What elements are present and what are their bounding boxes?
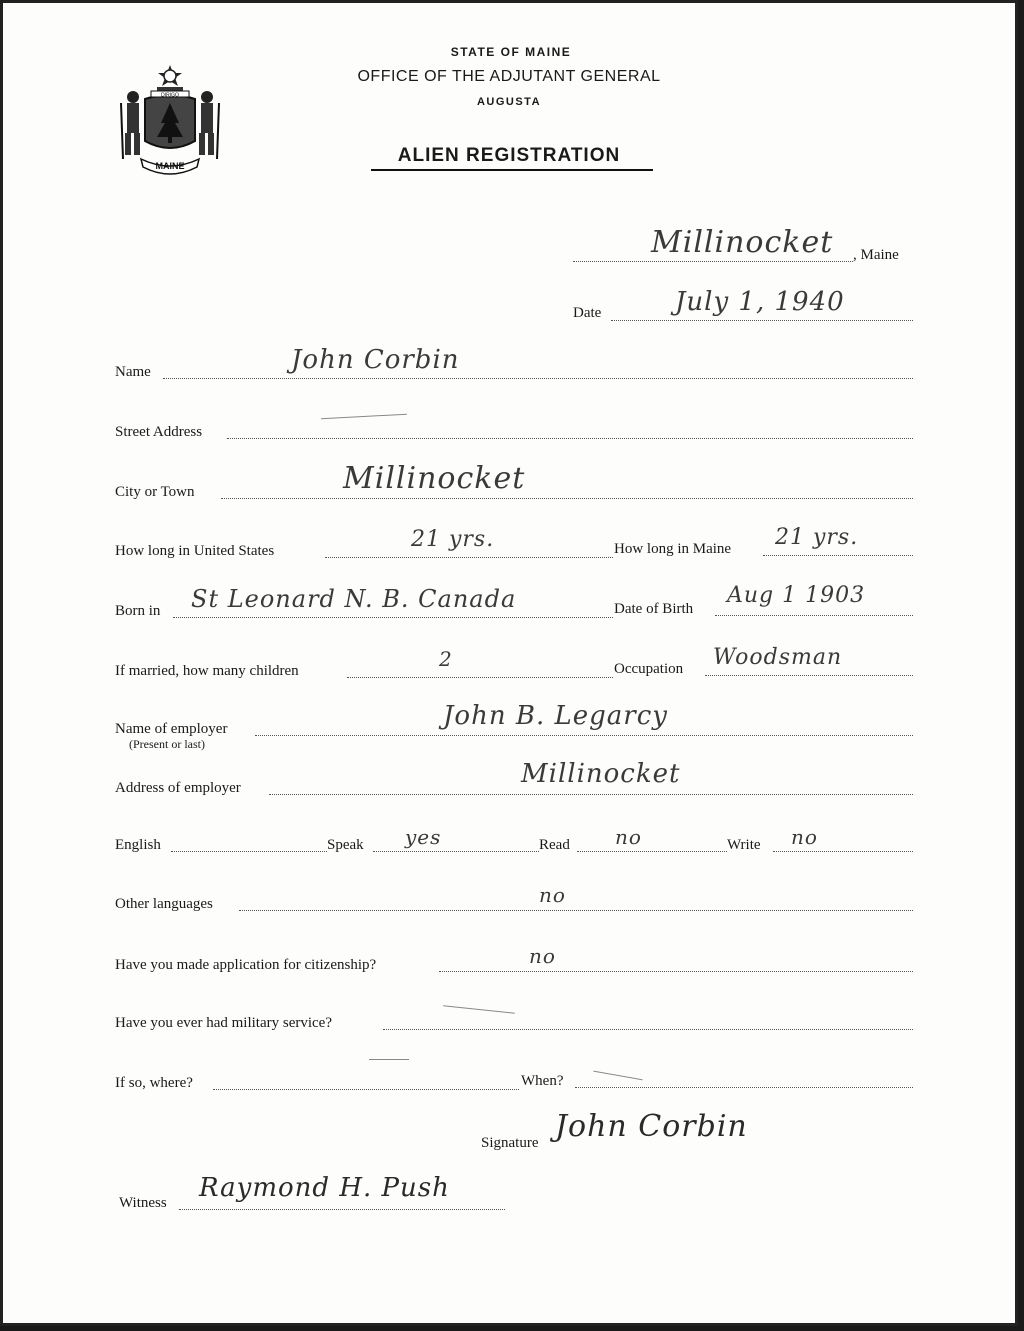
name-value[interactable]: John Corbin bbox=[291, 345, 460, 375]
employer-address-value[interactable]: Millinocket bbox=[521, 759, 681, 789]
citizenship-line bbox=[439, 971, 913, 972]
occupation-value[interactable]: Woodsman bbox=[713, 645, 843, 670]
how-long-maine-line bbox=[763, 555, 913, 556]
read-line bbox=[577, 851, 727, 852]
place-line bbox=[573, 261, 853, 262]
header-office: OFFICE OF THE ADJUTANT GENERAL bbox=[357, 68, 661, 85]
born-in-line bbox=[173, 617, 613, 618]
read-label: Read bbox=[539, 837, 570, 853]
employer-address-line bbox=[269, 794, 913, 795]
employer-name-sublabel: (Present or last) bbox=[129, 737, 205, 751]
name-label: Name bbox=[115, 364, 151, 380]
title-underline bbox=[371, 169, 653, 171]
when-dash bbox=[593, 1071, 642, 1081]
header-state: STATE OF MAINE bbox=[450, 45, 572, 59]
english-label: English bbox=[115, 837, 161, 853]
how-long-maine-label: How long in Maine bbox=[614, 541, 732, 557]
children-label: If married, how many children bbox=[115, 663, 299, 679]
if-so-where-line bbox=[213, 1089, 519, 1090]
signature-value[interactable]: John Corbin bbox=[555, 1109, 748, 1144]
how-long-us-value[interactable]: 21 yrs. bbox=[411, 527, 495, 552]
born-in-label: Born in bbox=[115, 603, 161, 619]
english-line bbox=[171, 851, 327, 852]
dob-value[interactable]: Aug 1 1903 bbox=[727, 583, 866, 608]
write-label: Write bbox=[727, 837, 761, 853]
military-line bbox=[383, 1029, 913, 1030]
military-label: Have you ever had military service? bbox=[115, 1015, 332, 1031]
when-line bbox=[575, 1087, 913, 1088]
speak-value[interactable]: yes bbox=[405, 825, 442, 849]
signature-label: Signature bbox=[481, 1135, 539, 1151]
employer-name-line bbox=[255, 735, 913, 736]
employer-address-label: Address of employer bbox=[115, 780, 241, 796]
place-suffix: , Maine bbox=[853, 247, 899, 263]
dob-label: Date of Birth bbox=[614, 601, 694, 617]
street-address-label: Street Address bbox=[115, 424, 203, 440]
read-value[interactable]: no bbox=[615, 825, 642, 849]
street-address-dash bbox=[321, 414, 407, 419]
if-so-where-dash bbox=[369, 1059, 409, 1060]
speak-label: Speak bbox=[327, 837, 364, 853]
place-value[interactable]: Millinocket bbox=[651, 225, 834, 260]
header-city: AUGUSTA bbox=[476, 96, 542, 108]
other-languages-label: Other languages bbox=[115, 896, 213, 912]
employer-name-value[interactable]: John B. Legarcy bbox=[443, 701, 668, 731]
write-value[interactable]: no bbox=[791, 825, 818, 849]
seal-banner: MAINE bbox=[155, 161, 185, 171]
form-title: ALIEN REGISTRATION bbox=[397, 145, 621, 166]
when-label: When? bbox=[521, 1073, 564, 1089]
witness-value[interactable]: Raymond H. Push bbox=[199, 1173, 450, 1203]
speak-line bbox=[373, 851, 539, 852]
witness-label: Witness bbox=[119, 1195, 167, 1211]
military-dash bbox=[443, 1005, 515, 1014]
city-line bbox=[221, 498, 913, 499]
occupation-line bbox=[705, 675, 913, 676]
how-long-maine-value[interactable]: 21 yrs. bbox=[775, 525, 859, 550]
children-line bbox=[347, 677, 613, 678]
seal-motto: DIRIGO bbox=[161, 92, 179, 99]
other-languages-value[interactable]: no bbox=[539, 883, 566, 907]
date-line bbox=[611, 320, 913, 321]
write-line bbox=[773, 851, 913, 852]
occupation-label: Occupation bbox=[614, 661, 684, 677]
date-label: Date bbox=[573, 305, 602, 321]
witness-line bbox=[179, 1209, 505, 1210]
children-value[interactable]: 2 bbox=[439, 647, 453, 671]
citizenship-label: Have you made application for citizenship? bbox=[115, 957, 377, 973]
born-in-value[interactable]: St Leonard N. B. Canada bbox=[191, 585, 517, 613]
name-line bbox=[163, 378, 913, 379]
employer-name-label: Name of employer bbox=[115, 721, 228, 737]
dob-line bbox=[715, 615, 913, 616]
citizenship-value[interactable]: no bbox=[529, 944, 556, 968]
how-long-us-line bbox=[325, 557, 613, 558]
other-languages-line bbox=[239, 910, 913, 911]
how-long-us-label: How long in United States bbox=[115, 543, 275, 559]
street-address-line bbox=[227, 438, 913, 439]
if-so-where-label: If so, where? bbox=[115, 1075, 193, 1091]
date-value[interactable]: July 1, 1940 bbox=[675, 287, 845, 317]
city-label: City or Town bbox=[115, 484, 195, 500]
city-value[interactable]: Millinocket bbox=[343, 461, 526, 496]
